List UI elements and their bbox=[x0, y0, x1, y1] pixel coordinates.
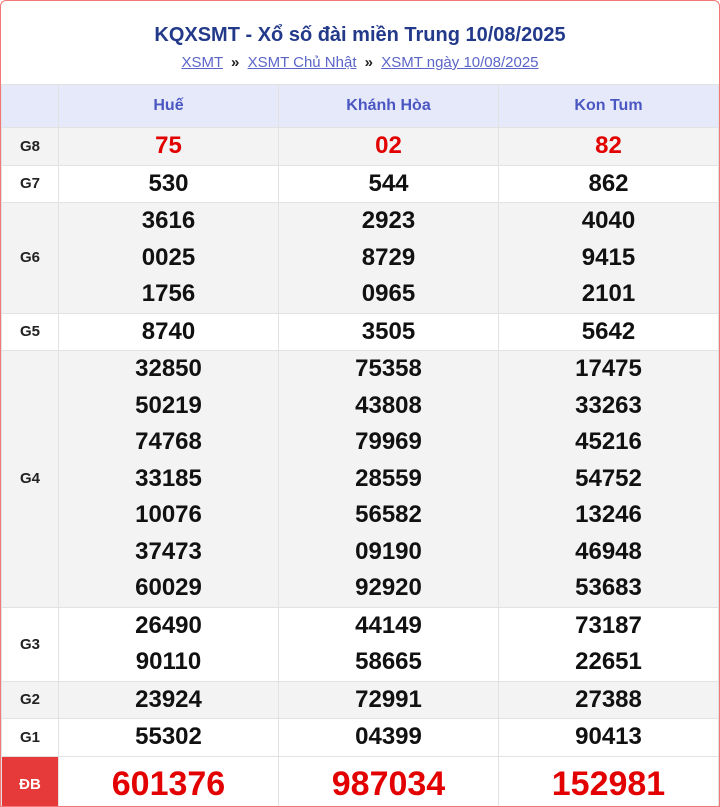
result-number: 60029 bbox=[135, 574, 202, 601]
result-cell bbox=[499, 719, 719, 757]
result-cell bbox=[499, 681, 719, 719]
breadcrumb bbox=[1, 53, 719, 73]
result-cell bbox=[279, 313, 499, 351]
result-number: 0025 bbox=[141, 243, 196, 271]
results-table bbox=[1, 84, 719, 807]
table-header-row bbox=[2, 85, 719, 128]
result-number: 8729 bbox=[361, 243, 416, 271]
result-number: 33263 bbox=[575, 391, 642, 419]
province-header-kon-tum bbox=[499, 85, 719, 128]
result-number: 3505 bbox=[361, 317, 416, 345]
result-number: 75 bbox=[155, 132, 182, 159]
breadcrumb-link-xsmt-date[interactable]: XSMT ngày 10/08/2025 bbox=[381, 54, 539, 71]
result-number: 92920 bbox=[355, 574, 422, 601]
prize-label: G7 bbox=[2, 165, 59, 203]
prize-row-g3 bbox=[2, 607, 719, 681]
result-number: 37473 bbox=[135, 537, 202, 565]
result-number: 43808 bbox=[355, 391, 422, 419]
prize-label: G1 bbox=[2, 719, 59, 757]
result-number: 79969 bbox=[355, 428, 422, 455]
prize-label: G6 bbox=[2, 203, 59, 314]
prize-row-g7 bbox=[2, 165, 719, 203]
province-name: Khánh Hòa bbox=[346, 97, 431, 114]
result-cell bbox=[499, 351, 719, 608]
result-number: 17475 bbox=[575, 355, 642, 382]
prize-row-g4 bbox=[2, 351, 719, 608]
result-cell bbox=[59, 128, 279, 166]
result-cell bbox=[499, 313, 719, 351]
result-number: 10076 bbox=[135, 501, 202, 528]
result-number: 2923 bbox=[361, 207, 416, 234]
result-number: 9415 bbox=[581, 243, 636, 271]
result-cell bbox=[279, 719, 499, 757]
prize-label: G2 bbox=[2, 681, 59, 719]
result-number: 45216 bbox=[575, 428, 642, 455]
province-name: Huế bbox=[153, 97, 184, 114]
result-number: 23924 bbox=[135, 685, 202, 713]
result-number: 46948 bbox=[575, 537, 642, 565]
prize-row-g1 bbox=[2, 719, 719, 757]
result-cell bbox=[279, 756, 499, 807]
result-cell bbox=[499, 128, 719, 166]
prize-label: G3 bbox=[2, 607, 59, 681]
prize-row-g2 bbox=[2, 681, 719, 719]
result-cell bbox=[59, 351, 279, 608]
prize-rows bbox=[2, 128, 719, 807]
result-cell bbox=[279, 607, 499, 681]
prize-row-g5 bbox=[2, 313, 719, 351]
breadcrumb-link-xsmt-chu-nhat[interactable]: XSMT Chủ Nhật bbox=[247, 54, 357, 71]
prize-row-db bbox=[2, 756, 719, 807]
result-cell bbox=[59, 681, 279, 719]
result-number: 13246 bbox=[575, 501, 642, 528]
breadcrumb-separator: » bbox=[364, 54, 374, 71]
result-number: 74768 bbox=[135, 428, 202, 455]
result-number: 152981 bbox=[551, 765, 666, 803]
prize-label: G8 bbox=[2, 128, 59, 166]
result-number: 33185 bbox=[135, 464, 202, 492]
result-number: 90110 bbox=[135, 648, 202, 675]
result-number: 2101 bbox=[581, 280, 636, 307]
result-number: 27388 bbox=[575, 685, 642, 713]
prize-row-g6 bbox=[2, 203, 719, 314]
result-number: 02 bbox=[375, 132, 402, 159]
result-number: 82 bbox=[595, 132, 622, 159]
result-number: 09190 bbox=[355, 537, 422, 565]
result-number: 601376 bbox=[111, 765, 226, 803]
result-number: 54752 bbox=[575, 464, 642, 492]
result-number: 58665 bbox=[355, 648, 422, 675]
result-number: 987034 bbox=[331, 765, 446, 803]
result-cell bbox=[499, 203, 719, 314]
result-cell bbox=[279, 165, 499, 203]
prize-label: G5 bbox=[2, 313, 59, 351]
province-header-khanh-hoa bbox=[279, 85, 499, 128]
header-corner-cell bbox=[2, 85, 59, 128]
result-cell bbox=[59, 756, 279, 807]
result-cell bbox=[499, 756, 719, 807]
result-number: 72991 bbox=[355, 685, 422, 713]
breadcrumb-link-xsmt[interactable]: XSMT bbox=[181, 54, 223, 71]
result-number: 73187 bbox=[575, 611, 642, 639]
result-cell bbox=[279, 128, 499, 166]
prize-row-g8 bbox=[2, 128, 719, 166]
result-number: 53683 bbox=[575, 574, 642, 601]
result-number: 4040 bbox=[581, 207, 636, 234]
result-cell bbox=[279, 681, 499, 719]
result-cell bbox=[499, 165, 719, 203]
result-number: 22651 bbox=[575, 648, 642, 675]
breadcrumb-separator: » bbox=[231, 54, 240, 71]
result-cell bbox=[59, 719, 279, 757]
result-cell bbox=[59, 313, 279, 351]
page-title: KQXSMT - Xổ số đài miền Trung 10/08/2025 bbox=[154, 24, 566, 46]
result-number: 32850 bbox=[135, 355, 202, 382]
results-header bbox=[1, 1, 719, 84]
result-number: 90413 bbox=[575, 723, 642, 750]
prize-label: G4 bbox=[2, 351, 59, 608]
prize-label: ĐB bbox=[2, 756, 59, 807]
result-number: 544 bbox=[368, 169, 409, 197]
result-number: 28559 bbox=[355, 464, 422, 492]
result-number: 55302 bbox=[135, 723, 202, 750]
result-number: 50219 bbox=[135, 391, 202, 419]
province-header-hue bbox=[59, 85, 279, 128]
result-cell bbox=[279, 351, 499, 608]
result-number: 26490 bbox=[135, 611, 202, 639]
result-number: 56582 bbox=[355, 501, 422, 528]
result-cell bbox=[279, 203, 499, 314]
result-cell bbox=[59, 203, 279, 314]
province-name: Kon Tum bbox=[574, 97, 643, 114]
result-cell bbox=[59, 607, 279, 681]
result-number: 8740 bbox=[141, 317, 196, 345]
result-number: 44149 bbox=[355, 611, 422, 639]
result-cell bbox=[499, 607, 719, 681]
result-number: 75358 bbox=[355, 355, 422, 382]
result-number: 862 bbox=[588, 169, 629, 197]
result-number: 5642 bbox=[581, 317, 636, 345]
result-number: 3616 bbox=[141, 207, 196, 234]
result-number: 530 bbox=[148, 169, 189, 197]
result-number: 1756 bbox=[141, 280, 196, 307]
result-number: 0965 bbox=[361, 280, 416, 307]
result-number: 04399 bbox=[355, 723, 422, 750]
result-cell bbox=[59, 165, 279, 203]
